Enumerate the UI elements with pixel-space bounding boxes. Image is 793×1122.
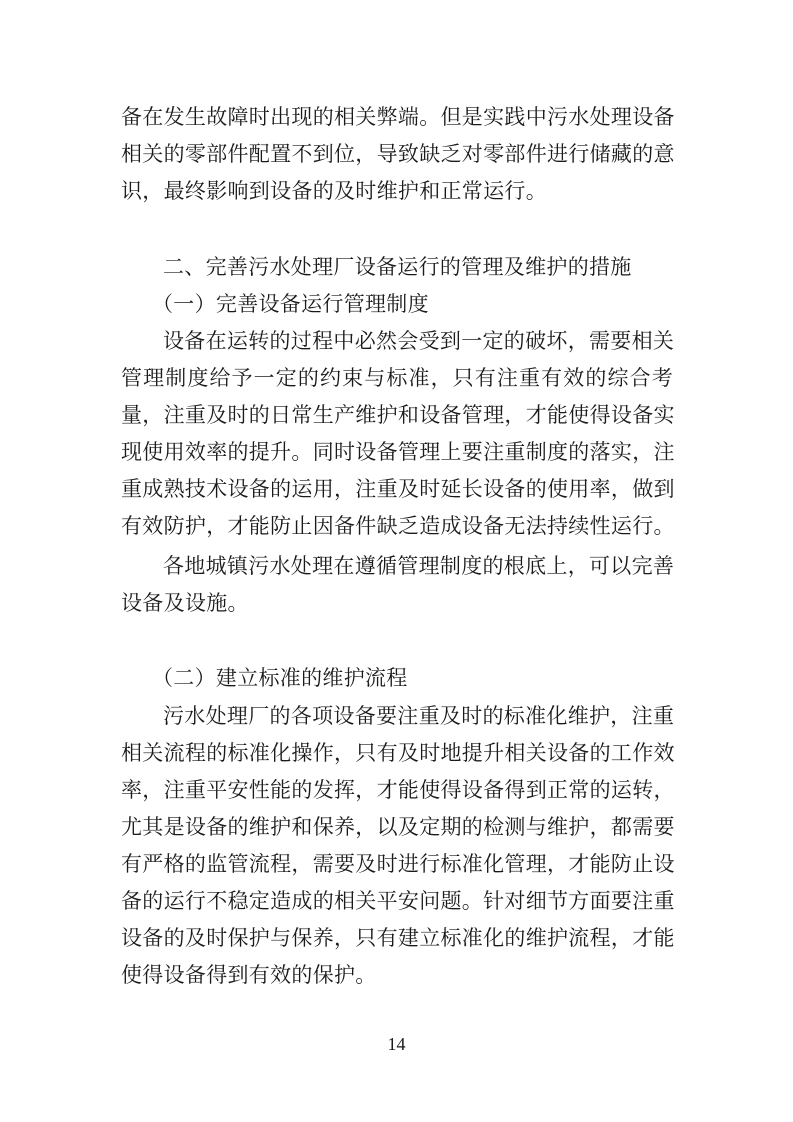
subsection-2-para-1-line-5: 有严格的监管流程，需要及时进行标准化管理，才能防止设 [121, 852, 675, 876]
subsection-2-para-1-line-6: 备的运行不稳定造成的相关平安问题。针对细节方面要注重 [121, 889, 675, 913]
intro-line-2: 相关的零部件配置不到位，导致缺乏对零部件进行储藏的意 [121, 142, 675, 166]
subsection-1-para-1-line-3: 量，注重及时的日常生产维护和设备管理，才能使得设备实 [121, 403, 675, 427]
subsection-2-para-1-line-7: 设备的及时保护与保养，只有建立标准化的维护流程，才能 [121, 926, 675, 950]
subsection-2-para-1-line-4: 尤其是设备的维护和保养，以及定期的检测与维护，都需要 [121, 815, 675, 839]
subsection-1-para-1-line-5: 重成熟技术设备的运用，注重及时延长设备的使用率，做到 [121, 477, 675, 501]
subsection-1-para-1-line-1: 设备在运转的过程中必然会受到一定的破坏，需要相关 [163, 329, 675, 353]
subsection-2-para-1-line-2: 相关流程的标准化操作，只有及时地提升相关设备的工作效 [121, 741, 675, 765]
page-number: 14 [387, 1034, 406, 1054]
subsection-2-title: （二）建立标准的维护流程 [152, 666, 408, 690]
intro-line-3: 识，最终影响到设备的及时维护和正常运行。 [121, 179, 547, 203]
subsection-2-para-1-line-3: 率，注重平安性能的发挥，才能使得设备得到正常的运转， [121, 778, 675, 802]
subsection-1-para-2-line-1: 各地城镇污水处理在遵循管理制度的根底上，可以完善 [163, 554, 675, 578]
subsection-1-para-1-line-6: 有效防护，才能防止因备件缺乏造成设备无法持续性运行。 [121, 514, 675, 538]
subsection-1-para-1-line-4: 现使用效率的提升。同时设备管理上要注重制度的落实，注 [121, 440, 675, 464]
subsection-2-para-1-line-8: 使得设备得到有效的保护。 [121, 963, 377, 987]
section-heading: 二、完善污水处理厂设备运行的管理及维护的措施 [163, 255, 632, 279]
subsection-2-para-1-line-1: 污水处理厂的各项设备要注重及时的标准化维护，注重 [163, 704, 675, 728]
subsection-1-title: （一）完善设备运行管理制度 [152, 292, 429, 316]
subsection-1-para-2-line-2: 设备及设施。 [121, 591, 249, 615]
subsection-1-para-1-line-2: 管理制度给予一定的约束与标准，只有注重有效的综合考 [121, 366, 673, 390]
intro-line-1: 备在发生故障时出现的相关弊端。但是实践中污水处理设备 [121, 105, 675, 129]
